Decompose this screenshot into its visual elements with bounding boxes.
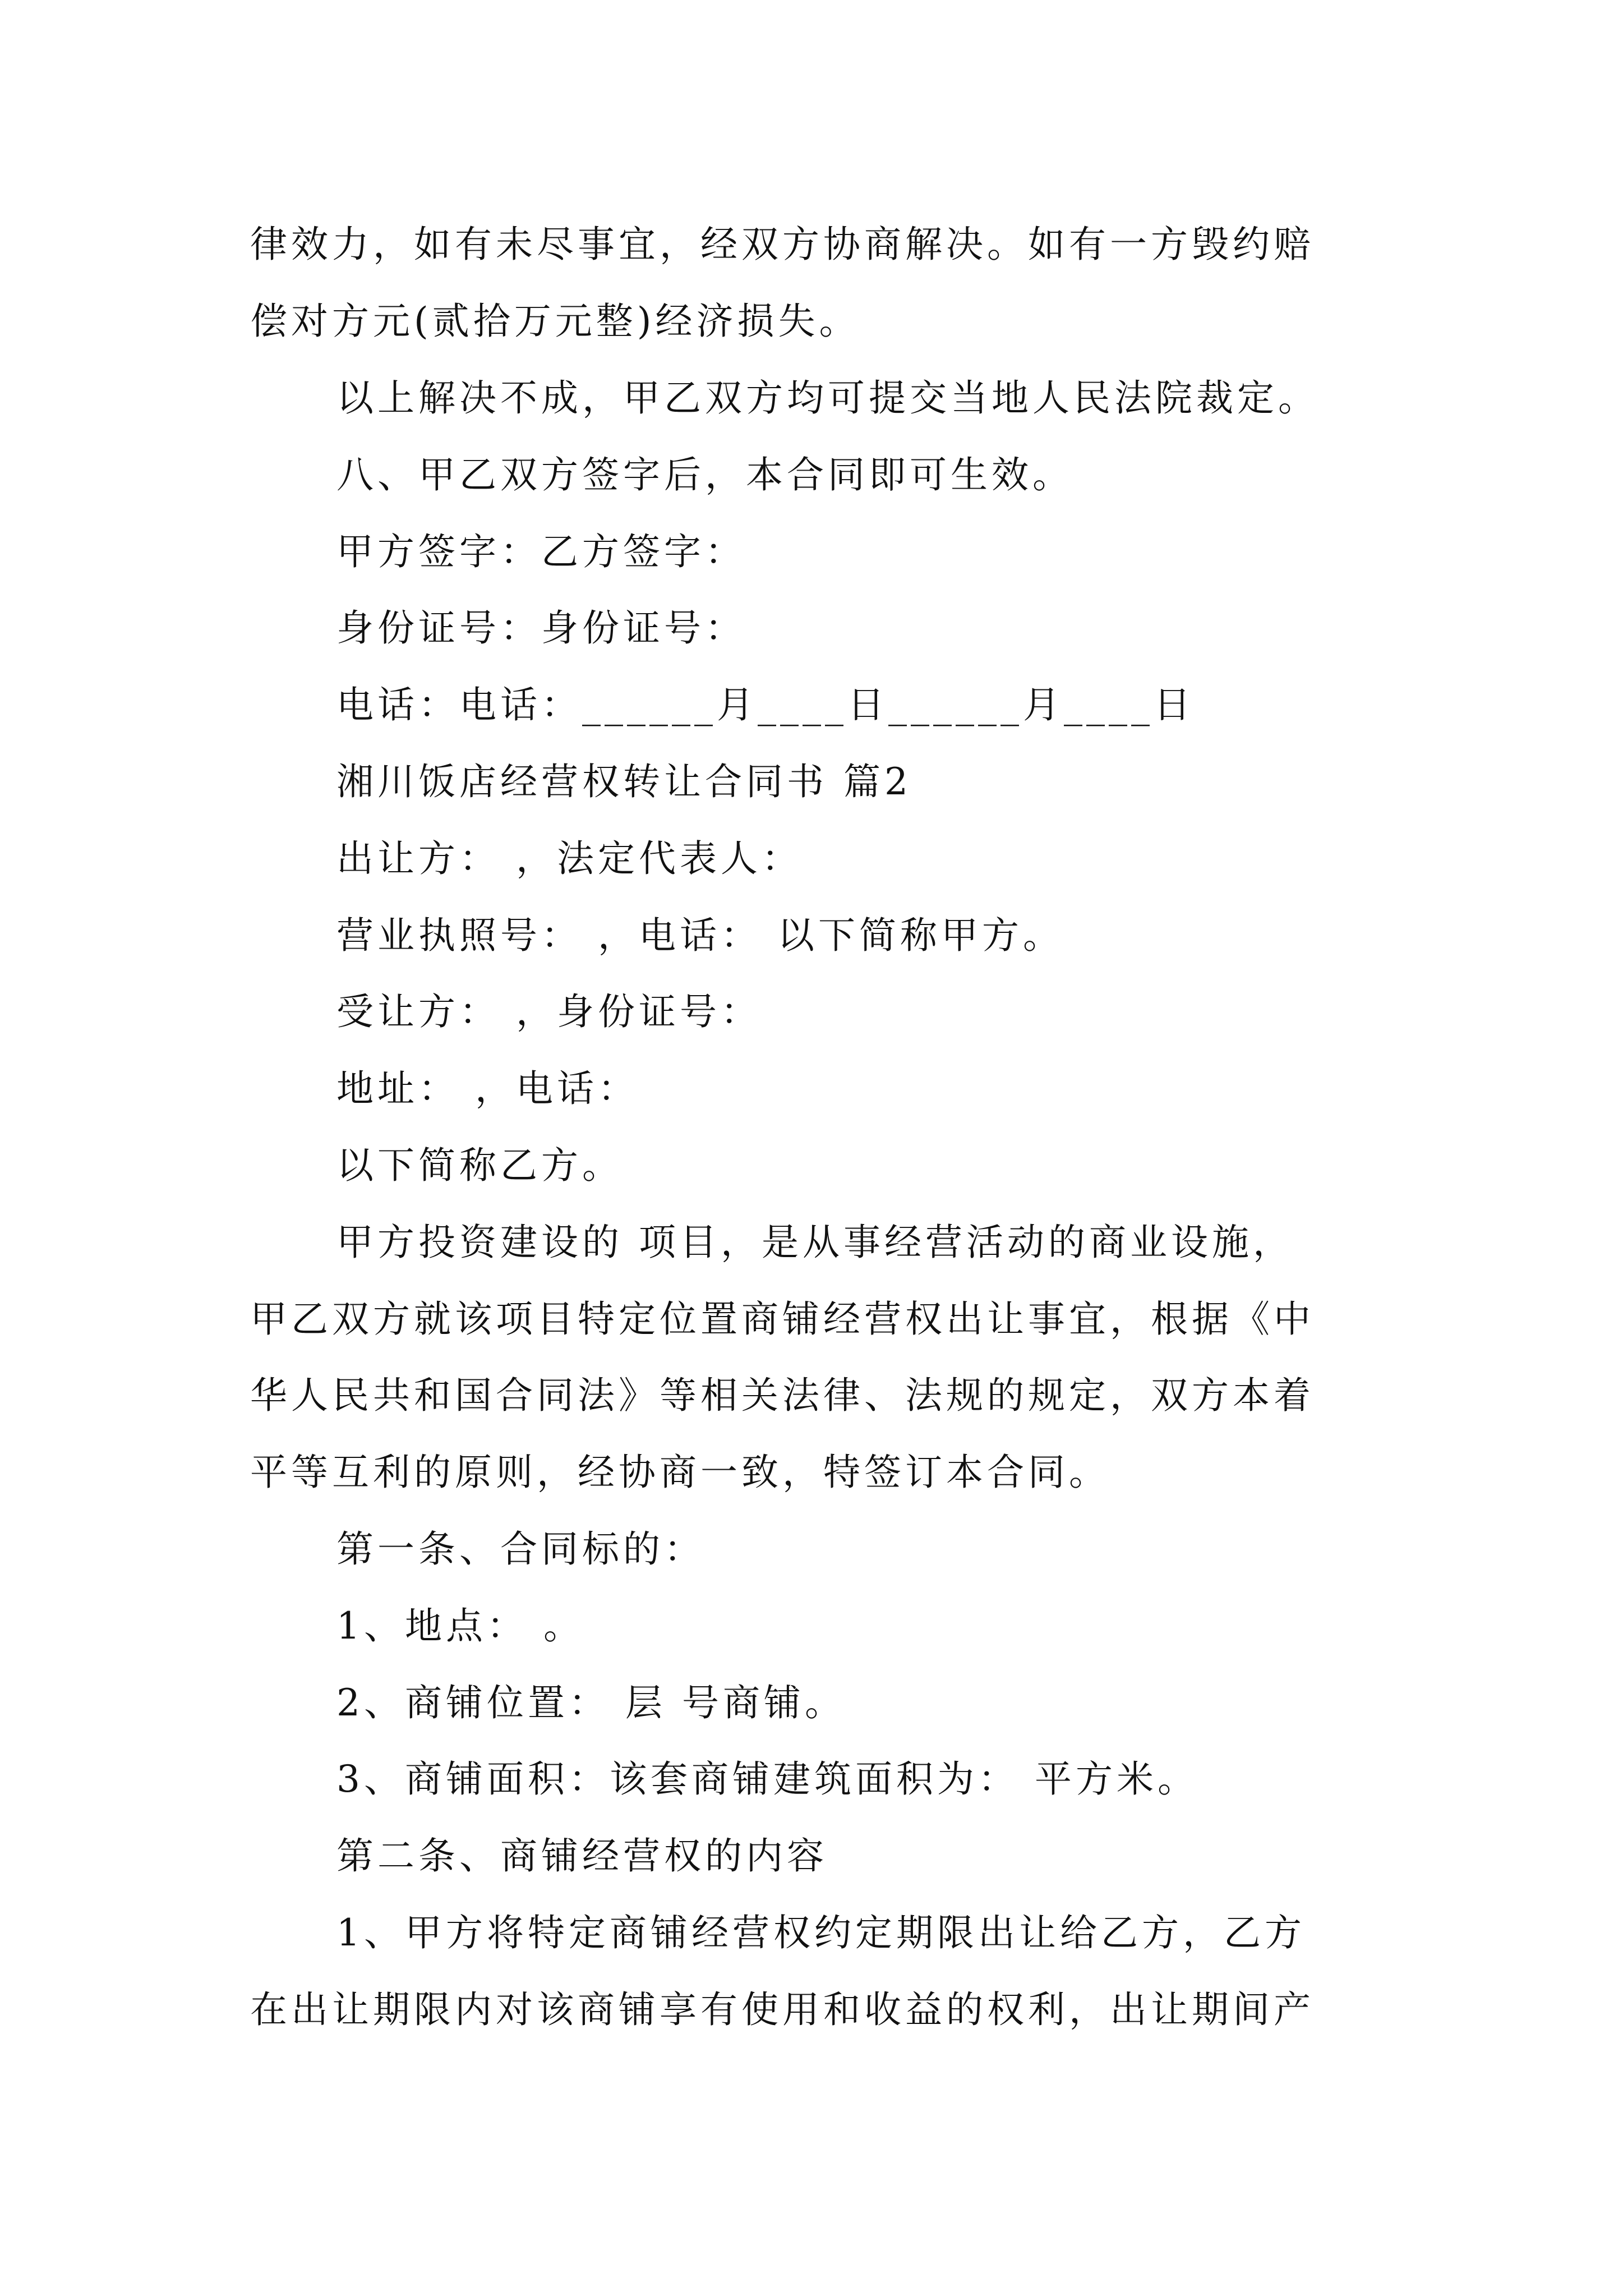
text-line: 律效力，如有未尽事宜，经双方协商解决。如有一方毁约赔: [250, 223, 1315, 266]
text-line: 受让方： ，身份证号：: [336, 990, 762, 1033]
text-line: 甲方投资建设的 项目，是从事经营活动的商业设施，: [336, 1221, 1294, 1264]
section-heading: 湘川饭店经营权转让合同书 篇2: [336, 760, 912, 803]
text-line: 甲方签字：乙方签字：: [336, 530, 746, 573]
text-line: 以上解决不成，甲乙双方均可提交当地人民法院裁定。: [336, 376, 1319, 420]
text-line: 以下简称乙方。: [336, 1144, 623, 1187]
text-line: 在出让期限内对该商铺享有使用和收益的权利，出让期间产: [250, 1988, 1315, 2031]
text-line: 第一条、合同标的：: [336, 1527, 705, 1571]
text-line: 营业执照号： ，电话： 以下简称甲方。: [336, 914, 1064, 957]
text-line: 地址： ，电话：: [336, 1067, 639, 1110]
text-line: 电话：电话：______月____日______月____日: [336, 683, 1195, 726]
text-line: 身份证号：身份证号：: [336, 606, 746, 650]
text-line: 偿对方元(贰拾万元整)经济损失。: [250, 300, 860, 343]
text-line: 出让方： ，法定代表人：: [336, 837, 803, 880]
text-line: 八、甲乙双方签字后，本合同即可生效。: [336, 453, 1073, 496]
text-line: 3、商铺面积：该套商铺建筑面积为： 平方米。: [336, 1757, 1198, 1801]
text-line: 2、商铺位置： 层 号商铺。: [336, 1681, 846, 1724]
text-line: 甲乙双方就该项目特定位置商铺经营权出让事宜，根据《中: [250, 1297, 1315, 1341]
text-line: 第二条、商铺经营权的内容: [336, 1834, 828, 1878]
text-line: 1、地点： 。: [336, 1604, 584, 1648]
text-line: 平等互利的原则，经协商一致，特签订本合同。: [250, 1451, 1110, 1494]
text-line: 1、甲方将特定商铺经营权约定期限出让给乙方，乙方: [336, 1911, 1306, 1954]
text-line: 华人民共和国合同法》等相关法律、法规的规定，双方本着: [250, 1374, 1315, 1417]
